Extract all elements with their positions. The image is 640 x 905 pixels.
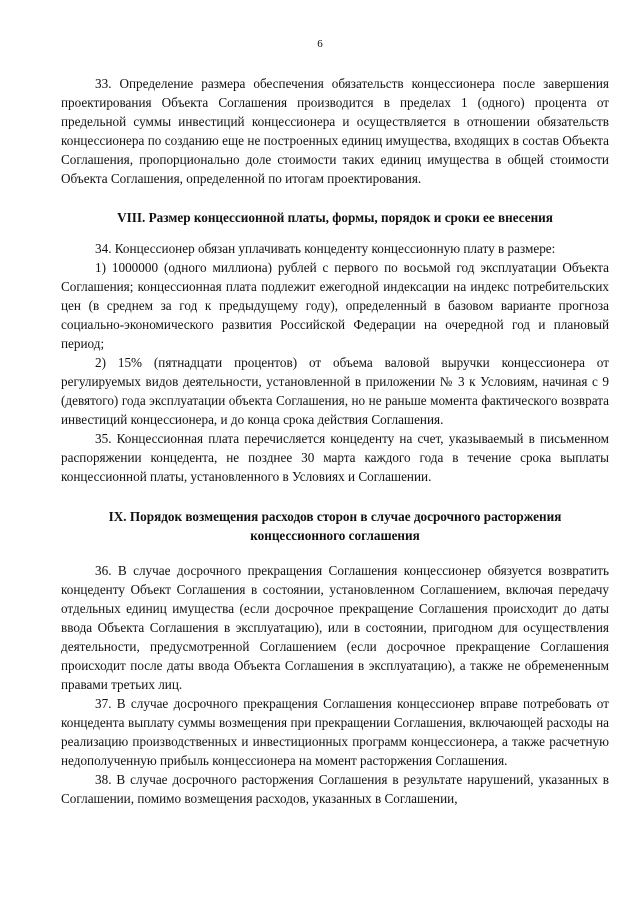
paragraph-34: 34. Концессионер обязан уплачивать концеденту концессионную плату в размере:: [95, 241, 556, 256]
section-ix-heading-line2: концессионного соглашения: [250, 528, 420, 543]
section-viii-heading: VIII. Размер концессионной платы, формы, порядок и сроки ее внесения: [117, 210, 553, 225]
page-number: 6: [317, 38, 323, 50]
paragraph-34-item-1: 1) 1000000 (одного миллиона) рублей с первого по восьмой год эксплуатации Объекта Соглашения; концессионная плата подлежит ежегодной индексации на индекс потребительских цен (в среднем за год к предыдущему году), определенный в базовом варианте прогноза социально-экономического развития Российской Федерации на очередной год и плановый период;: [61, 260, 609, 351]
section-ix-heading-line1: IX. Порядок возмещения расходов сторон в случае досрочного расторжения: [108, 509, 562, 524]
section-ix-heading: [61, 507, 609, 545]
paragraph-33: 33. Определение размера обеспечения обязательств концессионера после завершения проектирования Объекта Соглашения производится в пределах 1 (одного) процента от предельной суммы инвестиций концессионера и осуществляется в отношении обязательств концессионера по созданию еще не построенных единиц имущества, входящих в состав Объекта Соглашения, пропорционально доле стоимости таких единиц имущества в общей стоимости Объекта Соглашения, определенной по итогам проектирования.: [61, 76, 609, 186]
paragraph-35: 35. Концессионная плата перечисляется концеденту на счет, указываемый в письменном распоряжении концедента, не позднее 30 марта каждого года в течение срока выплаты концессионной платы, установленного в Условиях и Соглашении.: [61, 431, 609, 484]
paragraph-36: 36. В случае досрочного прекращения Соглашения концессионер обязуется возвратить концеденту Объект Соглашения в состоянии, установленном Соглашением, включая передачу отдельных единиц имущества (если досрочное прекращение Соглашения происходит до даты ввода Объекта Соглашения в эксплуатацию), или в состоянии, пригодном для осуществления деятельности, предусмотренной Соглашением (если досрочное прекращение Соглашения происходит после даты ввода Объекта Соглашения в эксплуатацию), а также не обремененным правами третьих лиц.: [61, 563, 609, 692]
paragraph-34-item-2: 2) 15% (пятнадцати процентов) от объема валовой выручки концессионера от регулируемых видов деятельности, установленной в приложении № 3 к Условиям, начиная с 9 (девятого) года эксплуатации объекта Соглашения, но не раньше момента фактического возврата инвестиций концессионера, и до конца срока действия Соглашения.: [61, 355, 609, 427]
paragraph-38: 38. В случае досрочного расторжения Соглашения в результате нарушений, указанных в Соглашении, помимо возмещения расходов, указанных в Соглашении,: [61, 772, 609, 806]
paragraph-37: 37. В случае досрочного прекращения Соглашения концессионер вправе потребовать от концедента выплату суммы возмещения при прекращении Соглашения, включающей расходы на реализацию производственных и инвестиционных программ концессионера, а также расчетную недополученную прибыль концессионера на момент расторжения Соглашения.: [61, 696, 609, 768]
page-content: [61, 74, 609, 808]
